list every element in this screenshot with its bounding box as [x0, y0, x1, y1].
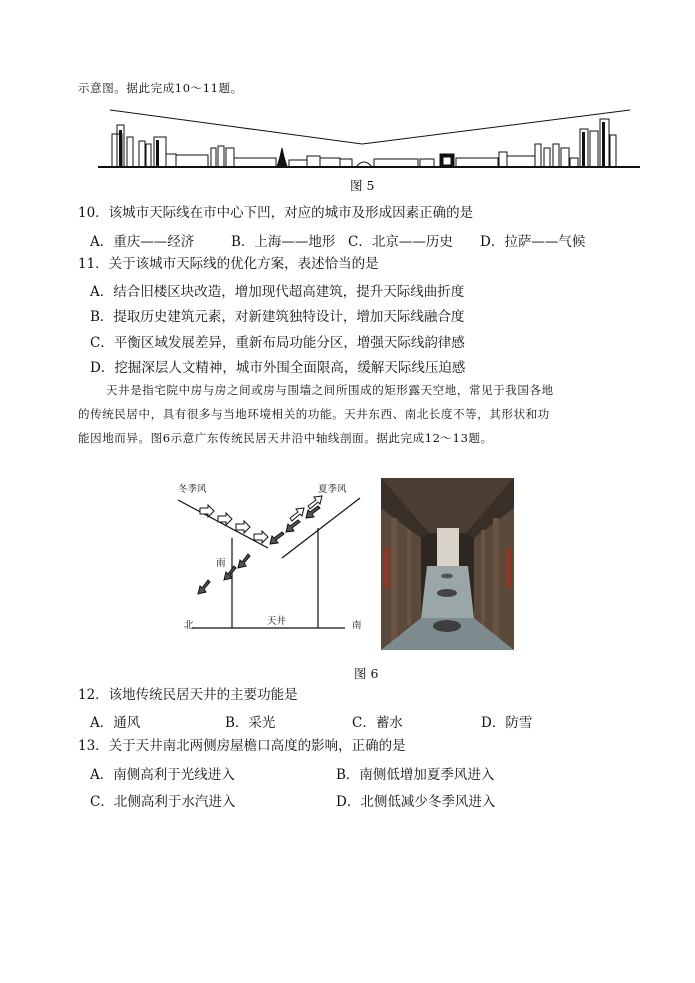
south-label: 南 — [352, 620, 362, 631]
q11-option-c: C．平衡区域发展差异，重新布局功能分区，增强天际线韵律感 — [90, 335, 465, 351]
q10-option-b: B．上海——地形 — [231, 234, 336, 250]
summer-monsoon-label: 夏季风 — [318, 484, 347, 495]
q13-option-a: A．南侧高利于光线进入 — [90, 767, 235, 783]
passage-line-1: 天井是指宅院中房与房之间或房与围墙之间所围成的矩形露天空地，常见于我国各地 — [106, 383, 554, 397]
q10-stem: 10．该城市天际线在市中心下凹，对应的城市及形成因素正确的是 — [78, 205, 474, 221]
q11-option-b: B．提取历史建筑元素，对新建筑独特设计，增加天际线融合度 — [90, 309, 465, 325]
figure6-caption: 图 6 — [354, 666, 379, 681]
q11-stem: 11．关于该城市天际线的优化方案，表述恰当的是 — [78, 256, 379, 272]
q13-stem: 13．关于天井南北两侧房屋檐口高度的影响，正确的是 — [78, 738, 406, 754]
passage-line-3: 能因地而异。图6示意广东传统民居天井沿中轴线剖面。据此完成12～13题。 — [78, 431, 493, 445]
q11-option-a: A．结合旧楼区块改造，增加现代超高建筑，提升天际线曲折度 — [90, 284, 465, 300]
q12-option-c: C．蓄水 — [352, 715, 403, 731]
winter-monsoon-label: 冬季风 — [178, 484, 207, 495]
q12-stem: 12．该地传统民居天井的主要功能是 — [78, 687, 298, 703]
figure6-diagram — [170, 478, 370, 638]
q13-option-d: D．北侧低减少冬季风进入 — [336, 794, 496, 810]
q12-option-b: B．采光 — [225, 715, 276, 731]
q12-option-a: A．通风 — [90, 715, 141, 731]
q11-option-d: D．挖掘深层人文精神，城市外围全面限高，缓解天际线压迫感 — [90, 360, 466, 376]
q10-option-a: A．重庆——经济 — [90, 234, 195, 250]
passage-line-2: 的传统民居中，具有很多与当地环境相关的功能。天井东西、南北长度不等，其形状和功 — [78, 407, 550, 421]
rain-label: 雨 — [216, 558, 226, 569]
courtyard-label: 天井 — [267, 616, 287, 627]
q12-option-d: D．防雪 — [481, 715, 533, 731]
north-label: 北 — [184, 620, 194, 631]
intro-fragment: 示意图。据此完成10～11题。 — [78, 81, 243, 95]
q13-option-b: B．南侧低增加夏季风进入 — [336, 767, 495, 783]
q13-option-c: C．北侧高利于水汽进入 — [90, 794, 236, 810]
figure5-caption: 图 5 — [350, 178, 375, 193]
q10-option-c: C．北京——历史 — [348, 234, 453, 250]
q10-option-d: D．拉萨——气候 — [480, 234, 586, 250]
figure5-skyline — [94, 100, 650, 176]
courtyard-photo — [381, 478, 514, 650]
